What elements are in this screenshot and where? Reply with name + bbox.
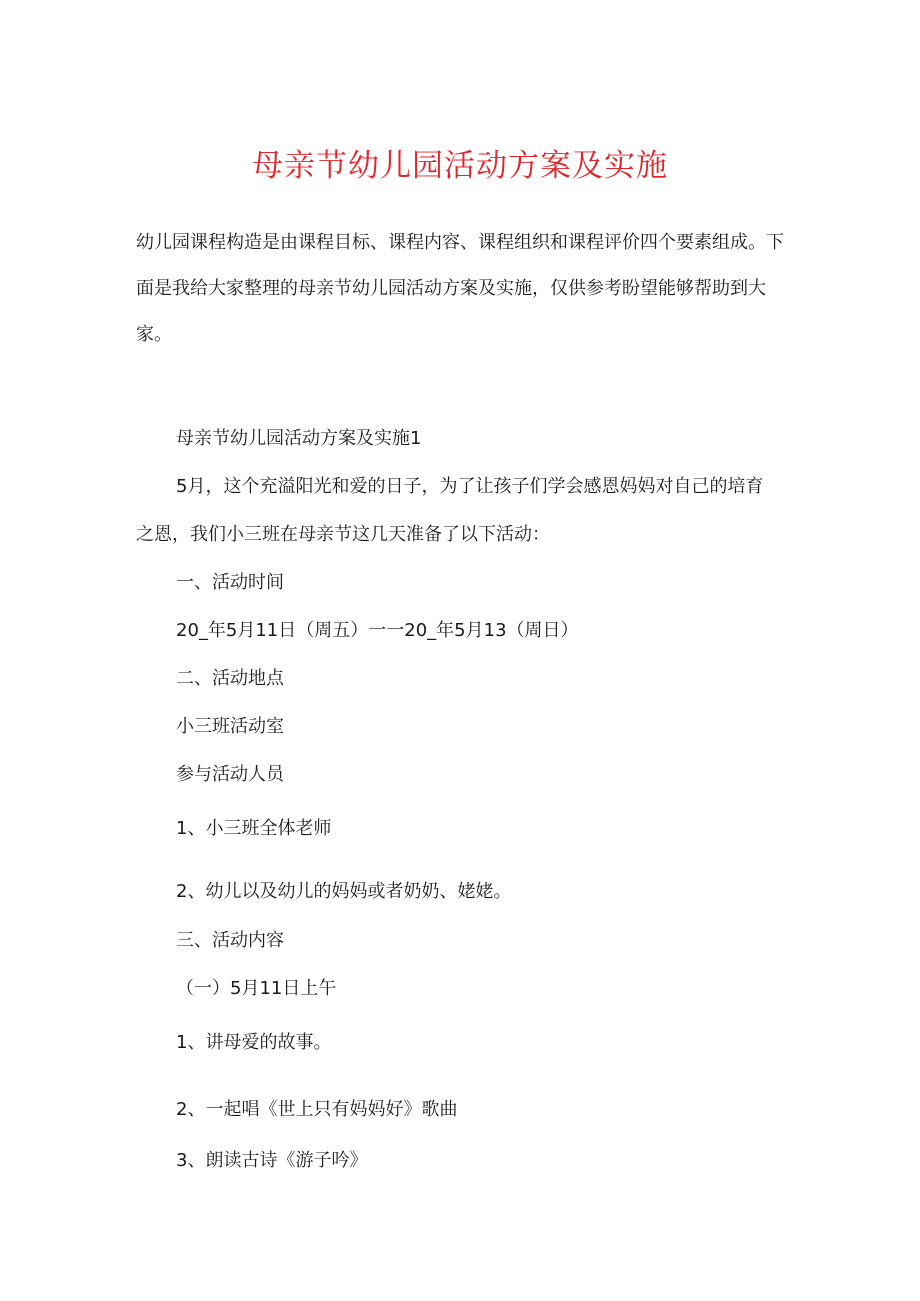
section-title: 母亲节幼儿园活动方案及实施1 [176, 428, 422, 449]
participants-heading: 参与活动人员 [176, 764, 284, 785]
heading-time: 一、活动时间 [176, 572, 284, 593]
time-text: 20_年5月11日（周五）一一20_年5月13（周日） [176, 620, 579, 641]
heading-place: 二、活动地点 [176, 668, 284, 689]
document-title: 母亲节幼儿园活动方案及实施 [252, 148, 668, 184]
participant-item: 2、幼儿以及幼儿的妈妈或者奶奶、姥姥。 [176, 881, 512, 902]
participant-item: 1、小三班全体老师 [176, 818, 332, 839]
paragraph-line: 之恩，我们小三班在母亲节这几天准备了以下活动： [136, 524, 550, 545]
paragraph-line: 5月，这个充溢阳光和爱的日子，为了让孩子们学会感恩妈妈对自己的培育 [176, 476, 764, 497]
content-item: 2、一起唱《世上只有妈妈好》歌曲 [176, 1099, 458, 1120]
content-item: 3、朗读古诗《游子吟》 [176, 1150, 368, 1171]
heading-content: 三、活动内容 [176, 930, 284, 951]
sub-heading: （一）5月11日上午 [176, 978, 337, 999]
content-item: 1、讲母爱的故事。 [176, 1032, 332, 1053]
intro-paragraph: 幼儿园课程构造是由课程目标、课程内容、课程组织和课程评价四个要素组成。下面是我给大家整理的母亲节幼儿园活动方案及实施，仅供参考盼望能够帮助到大家。 [136, 232, 784, 345]
place-text: 小三班活动室 [176, 716, 284, 737]
